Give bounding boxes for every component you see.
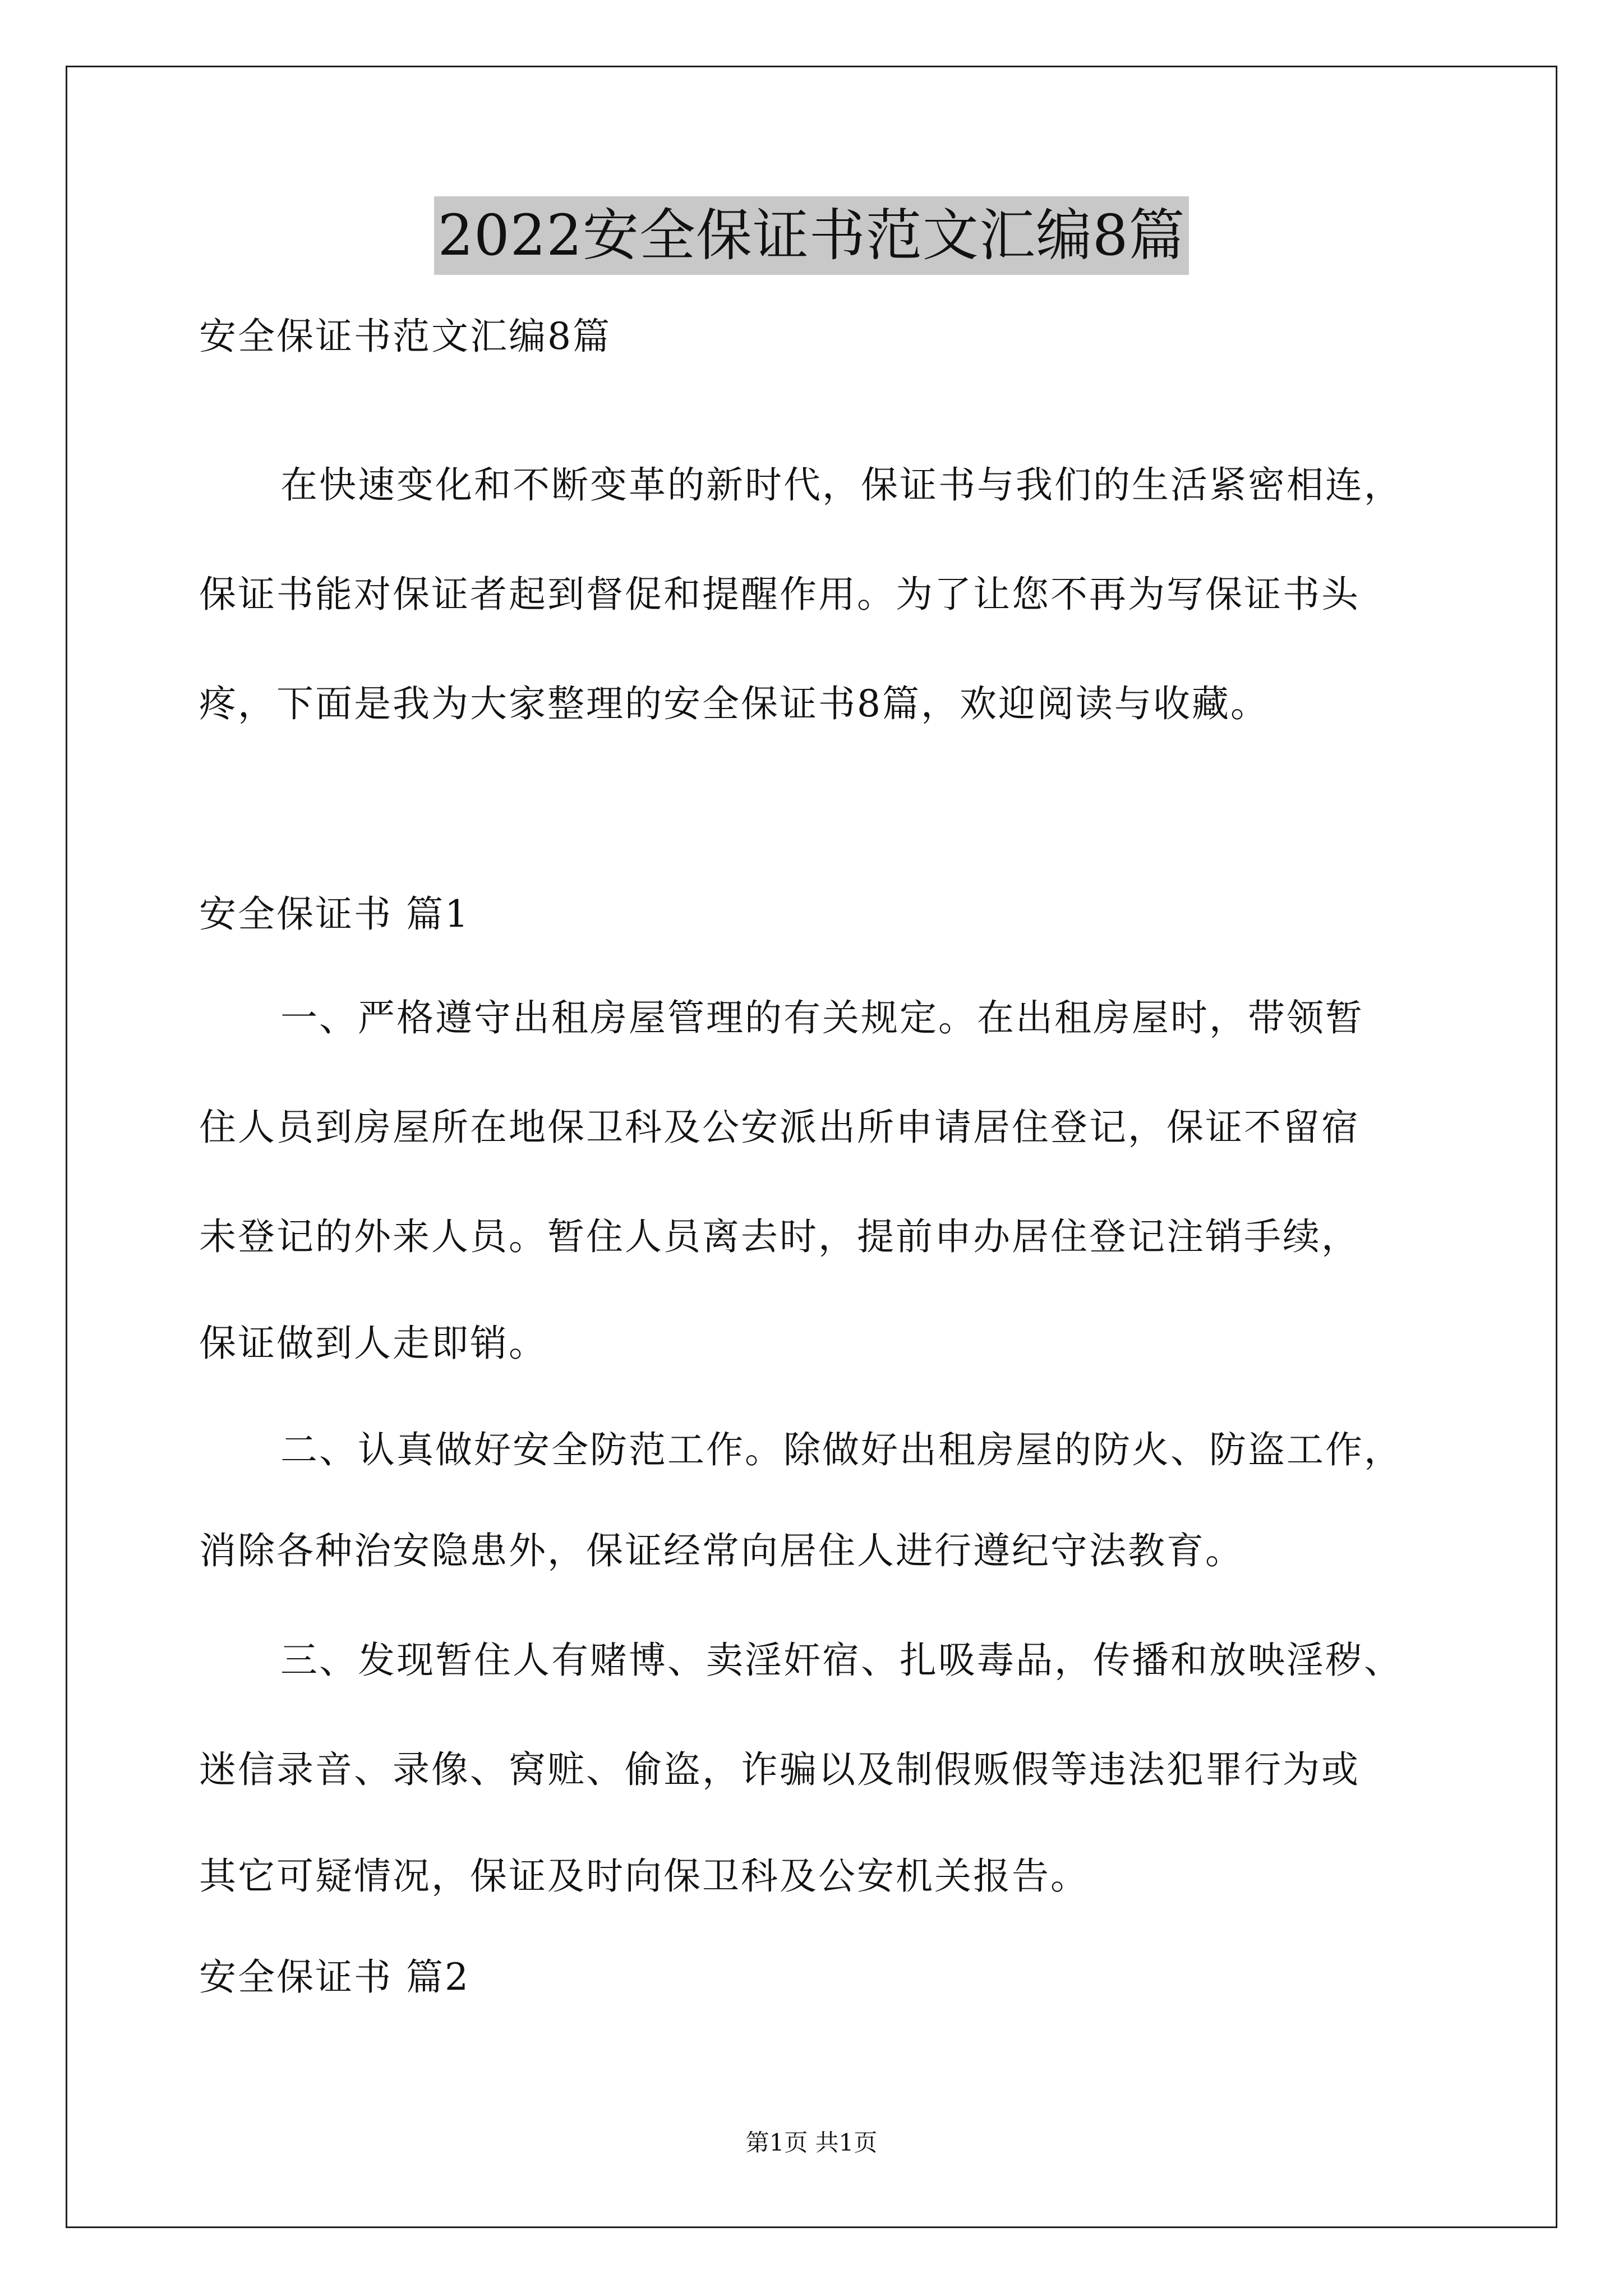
subtitle: 安全保证书范文汇编8篇 <box>199 315 611 358</box>
section-heading-1: 安全保证书 篇1 <box>199 892 470 936</box>
title-container <box>0 196 1623 275</box>
document-title: 2022安全保证书范文汇编8篇 <box>434 196 1188 275</box>
para1-line-1: 一、严格遵守出租房屋管理的有关规定。在出租房屋时，带领暂 <box>280 996 1364 1039</box>
para3-line-2: 迷信录音、录像、窝赃、偷盗，诈骗以及制假贩假等违法犯罪行为或 <box>199 1748 1360 1791</box>
page-footer: 第1页 共1页 <box>745 2129 878 2156</box>
para2-line-1: 二、认真做好安全防范工作。除做好出租房屋的防火、防盗工作， <box>280 1428 1403 1471</box>
para2-line-2: 消除各种治安隐患外，保证经常向居住人进行遵纪守法教育。 <box>199 1529 1244 1572</box>
intro-line-1: 在快速变化和不断变革的新时代，保证书与我们的生活紧密相连， <box>280 463 1403 507</box>
intro-line-2: 保证书能对保证者起到督促和提醒作用。为了让您不再为写保证书头 <box>199 573 1360 616</box>
para3-line-1: 三、发现暂住人有赌博、卖淫奸宿、扎吸毒品，传播和放映淫秽、 <box>280 1639 1403 1682</box>
para1-line-4: 保证做到人走即销。 <box>199 1322 547 1365</box>
intro-line-3: 疼，下面是我为大家整理的安全保证书8篇，欢迎阅读与收藏。 <box>199 682 1269 725</box>
section-heading-2: 安全保证书 篇2 <box>199 1955 470 1999</box>
para3-line-3: 其它可疑情况，保证及时向保卫科及公安机关报告。 <box>199 1855 1089 1898</box>
para1-line-2: 住人员到房屋所在地保卫科及公安派出所申请居住登记，保证不留宿 <box>199 1106 1360 1149</box>
para1-line-3: 未登记的外来人员。暂住人员离去时，提前申办居住登记注销手续， <box>199 1215 1360 1258</box>
